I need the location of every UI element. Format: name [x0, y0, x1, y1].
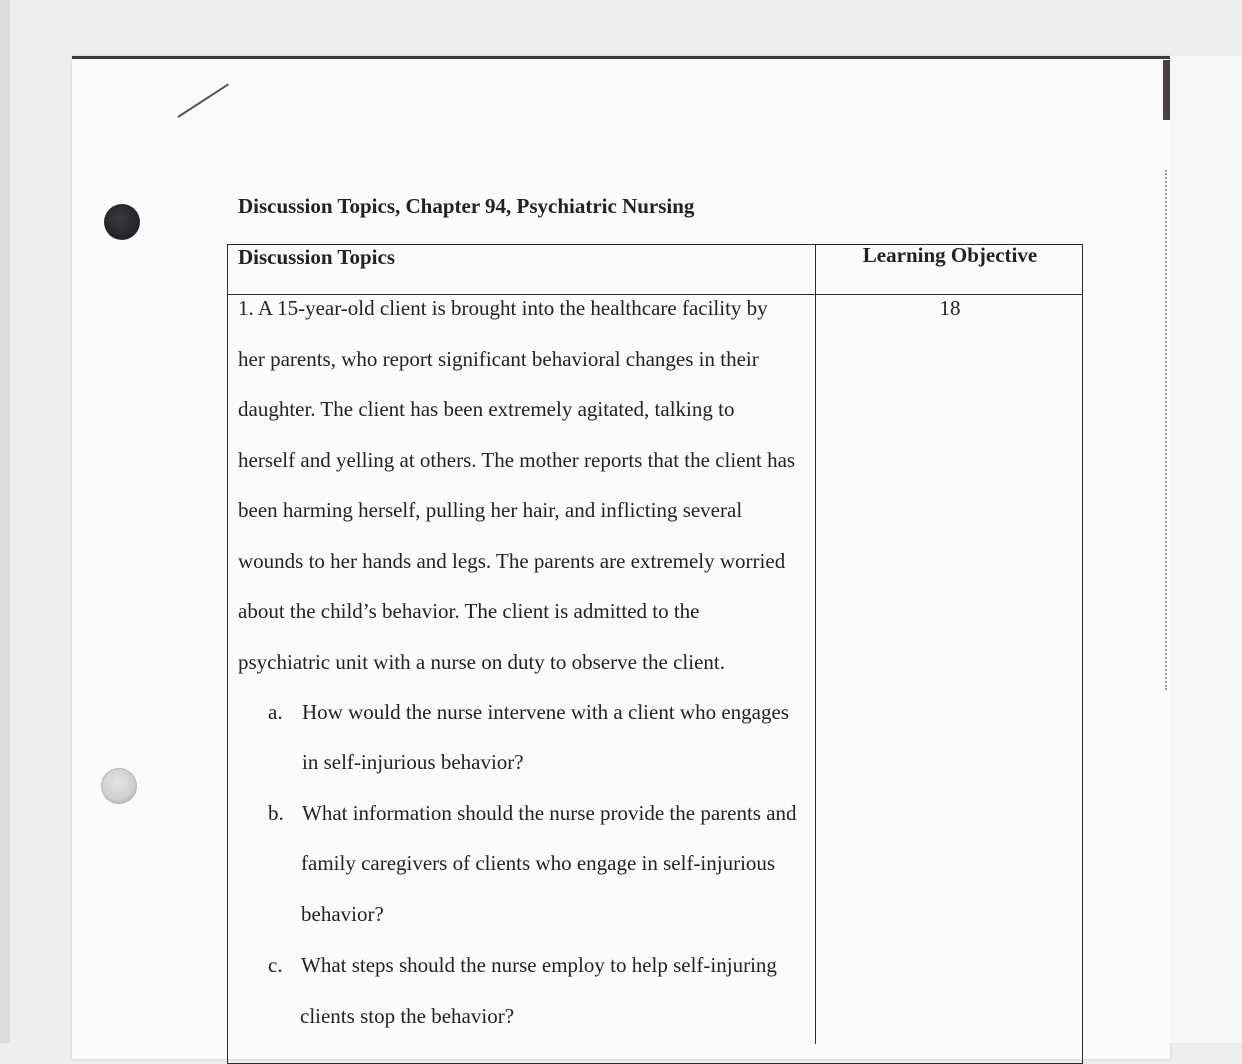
- header-discussion-topics: Discussion Topics: [238, 245, 395, 269]
- question-c-line: What steps should the nurse employ to help self-injuring: [301, 953, 777, 977]
- question-b-line: family caregivers of clients who engage in self-injurious: [301, 851, 776, 875]
- punch-hole-bottom: [101, 768, 137, 804]
- document-title: Discussion Topics, Chapter 94, Psychiatric Nursing: [238, 194, 695, 218]
- question-b-line: behavior?: [301, 902, 384, 926]
- scenario-line: about the child’s behavior. The client is admitted to the: [238, 599, 700, 623]
- question-marker-c: c.: [268, 953, 283, 977]
- photo-right-edge: [1170, 56, 1242, 1043]
- photo-left-edge: [0, 0, 10, 1043]
- question-c-line: clients stop the behavior?: [300, 1004, 515, 1028]
- learning-objective-value: 18: [939, 296, 961, 320]
- scenario-line: psychiatric unit with a nurse on duty to observe the client.: [238, 650, 725, 674]
- question-a-line: in self-injurious behavior?: [302, 750, 524, 774]
- scenario-line: her parents, who report significant behavioral changes in their: [238, 347, 759, 371]
- punch-hole-top: [104, 204, 140, 240]
- sheet-edge-shadow: [1163, 60, 1170, 120]
- table-column-divider: [815, 244, 816, 1044]
- scenario-line: 1. A 15-year-old client is brought into the healthcare facility by: [238, 296, 768, 320]
- perforation-strip: [1165, 170, 1170, 690]
- question-marker-a: a.: [268, 700, 283, 724]
- scenario-line: daughter. The client has been extremely agitated, talking to: [238, 397, 735, 421]
- question-b-line: What information should the nurse provide the parents and: [302, 801, 797, 825]
- question-marker-b: b.: [268, 801, 284, 825]
- scenario-line: herself and yelling at others. The mother reports that the client has: [238, 448, 796, 472]
- question-a-line: How would the nurse intervene with a client who engages: [302, 700, 789, 724]
- header-learning-objective: Learning Objective: [862, 243, 1038, 267]
- scenario-line: wounds to her hands and legs. The parents are extremely worried: [238, 549, 786, 573]
- table-header-divider: [227, 294, 1083, 295]
- scenario-line: been harming herself, pulling her hair, and inflicting several: [238, 498, 743, 522]
